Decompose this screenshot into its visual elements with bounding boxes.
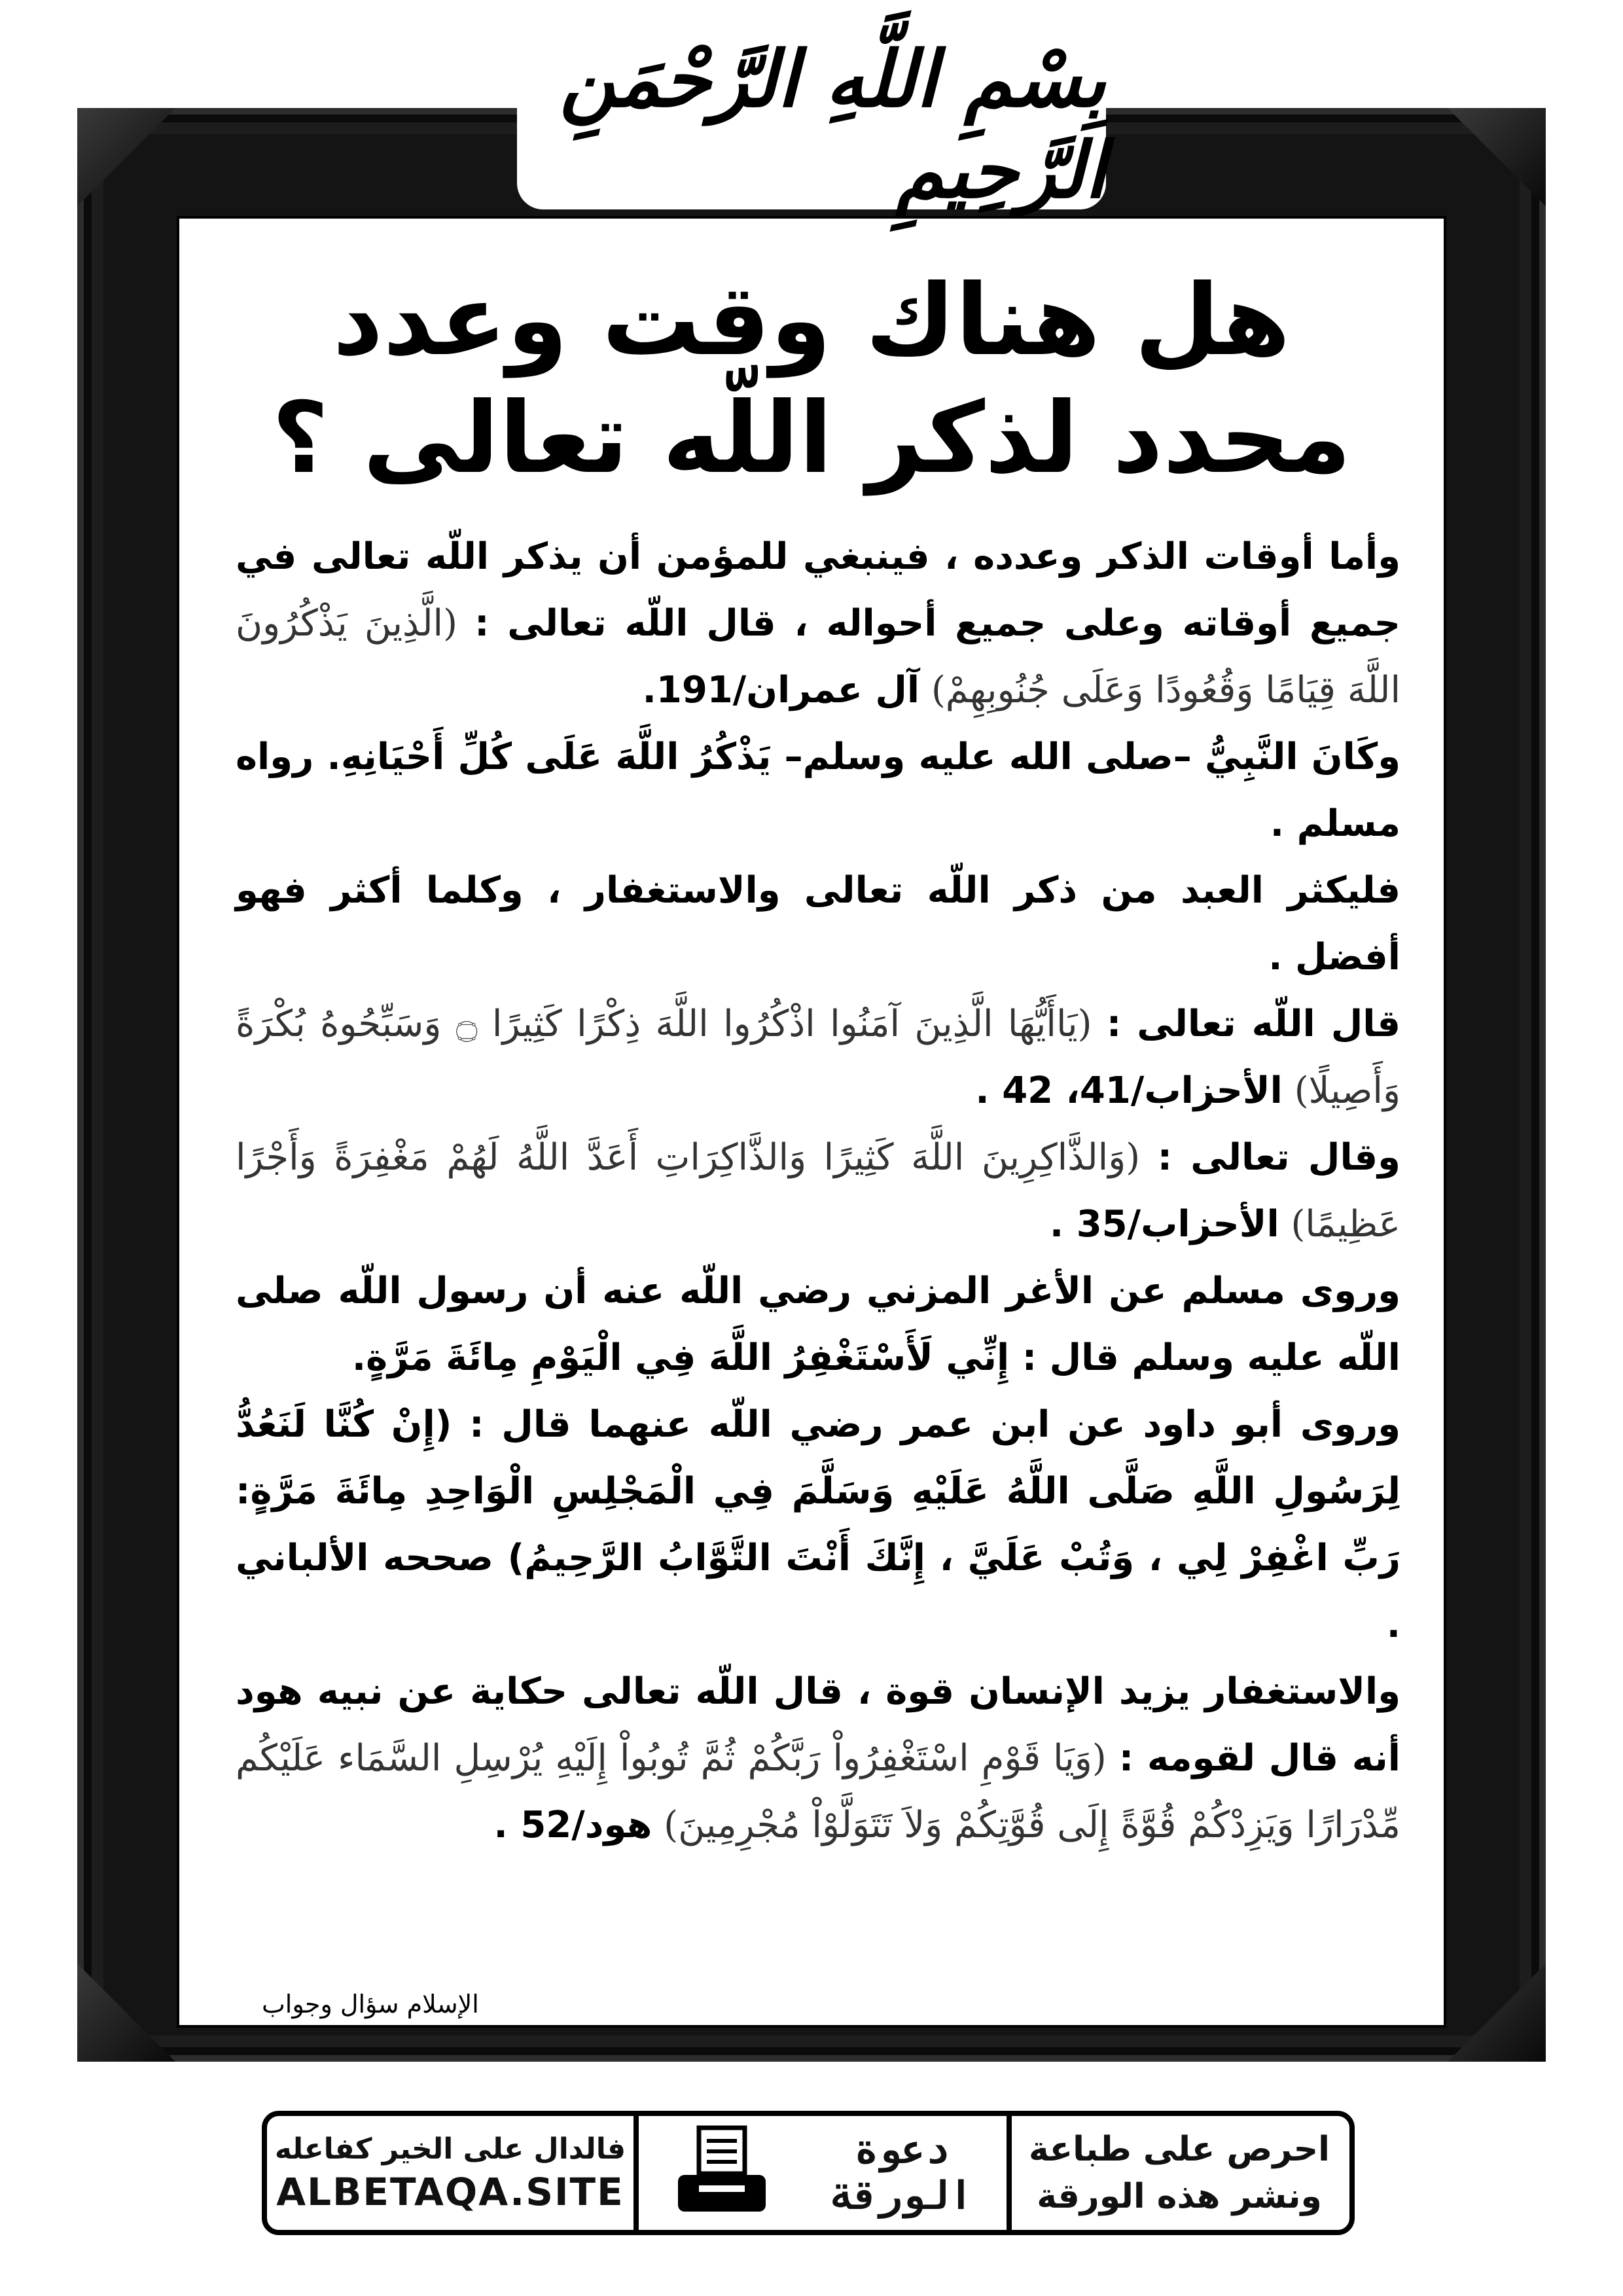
footer-left: [267, 2116, 633, 2230]
paragraph: وروى مسلم عن الأغر المزني رضي اللّه عنه أن رسول اللّه صلى اللّه عليه وسلم قال : إِنِّي لَأَسْتَغْفِرُ اللَّهَ فِي الْيَوْمِ مِائَةَ مَرَّةٍ.: [236, 1270, 1400, 1379]
frame-corner: [77, 108, 175, 206]
quran-quote: (يَاأَيُّهَا الَّذِينَ آمَنُوا اذْكُرُوا اللَّهَ ذِكْرًا كَثِيرًا ۝ وَسَبِّحُوهُ بُكْرَةً وَأَصِيلًا): [236, 1003, 1400, 1112]
paragraph-text: وأما أوقات الذكر وعدده ، فينبغي للمؤمن أن يذكر اللّه تعالى في جميع أوقاته وعلى جميع أحواله ، قال اللّه تعالى :: [236, 535, 1400, 645]
quran-reference: الأحزاب/41، 42 .: [975, 1069, 1283, 1112]
quran-quote: (وَالذَّاكِرِينَ اللَّهَ كَثِيرًا وَالذَّاكِرَاتِ أَعَدَّ اللَّهُ لَهُمْ مَغْفِرَةً وَأَجْرًا عَظِيمًا): [236, 1136, 1400, 1246]
page-title-line-2: محدد لذكر اللّه تعالى ؟: [272, 382, 1351, 495]
source-credit: الإسلام سؤال وجواب: [262, 1990, 479, 2018]
quran-quote: (وَيَا قَوْمِ اسْتَغْفِرُواْ رَبَّكُمْ ثُمَّ تُوبُواْ إِلَيْهِ يُرْسِلِ السَّمَاء عَلَيْكُم مِّدْرَارًا وَيَزِدْكُمْ قُوَّةً إِلَى قُوَّتِكُمْ وَلاَ تَتَوَلَّوْاْ مُجْرِمِينَ): [236, 1737, 1400, 1846]
paragraph-text: وقال تعالى :: [1157, 1136, 1400, 1179]
page-title-line-1: هل هناك وقت وعدد: [332, 264, 1291, 378]
article-body: [236, 524, 1400, 1859]
dawah-logo: [830, 2121, 973, 2225]
quran-reference: الأحزاب/35 .: [1049, 1203, 1279, 1246]
footer-note: ونشر هذه الورقة: [1037, 2177, 1322, 2216]
paragraph: [236, 1124, 1400, 1258]
quran-reference: هود/52 .: [493, 1804, 652, 1846]
paragraph: وروى أبو داود عن ابن عمر رضي اللّه عنهما قال : (إِنْ كُنَّا لَنَعُدُّ لِرَسُولِ اللَّهِ صَلَّى اللَّهُ عَلَيْهِ وَسَلَّمَ فِي الْمَجْلِسِ الْوَاحِدِ مِائَةَ مَرَّةٍ: رَبِّ اغْفِرْ لِي ، وَتُبْ عَلَيَّ ، إِنَّكَ أَنْتَ التَّوَّابُ الرَّحِيمُ) صححه الألباني .: [236, 1403, 1400, 1646]
footer-divider: [633, 2116, 639, 2230]
paragraph: [236, 524, 1400, 724]
paragraph-text: والاستغفار يزيد الإنسان قوة ، قال اللّه تعالى حكاية عن نبيه هود أنه قال لقومه :: [236, 1670, 1400, 1780]
logo-text: دعوة: [854, 2127, 950, 2173]
paragraph: [236, 1659, 1400, 1859]
footer-note: احرص على طباعة: [1029, 2130, 1330, 2169]
basmala-calligraphy: بِسْمِ اللَّهِ الرَّحْمَنِ الرَّحِيمِ: [517, 39, 1106, 209]
frame-corner: [77, 1964, 175, 2062]
footer-banner: [262, 2111, 1355, 2235]
frame-corner: [1448, 1964, 1546, 2062]
quran-reference: آل عمران/191.: [642, 669, 920, 711]
paragraph-text: قال اللّه تعالى :: [1106, 1003, 1401, 1045]
paragraph: وكَانَ النَّبِيُّ –صلى الله عليه وسلم– يَذْكُرُ اللَّهَ عَلَى كُلِّ أَحْيَانِهِ. رواه مسلم .: [236, 736, 1400, 845]
frame-corner: [1448, 108, 1546, 206]
logo-text: الورقة: [830, 2173, 973, 2219]
footer-right: [1009, 2116, 1349, 2230]
paragraph: [236, 991, 1400, 1124]
printer-icon: [673, 2123, 771, 2221]
footer-slogan: فالدال على الخير كفاعله: [274, 2132, 626, 2166]
footer-website-link[interactable]: ALBETAQA.SITE: [276, 2169, 624, 2214]
quran-quote: (الَّذِينَ يَذْكُرُونَ اللَّهَ قِيَامًا وَقُعُودًا وَعَلَى جُنُوبِهِمْ): [236, 602, 1400, 711]
paragraph: فليكثر العبد من ذكر اللّه تعالى والاستغفار ، وكلما أكثر فهو أفضل .: [236, 869, 1400, 978]
